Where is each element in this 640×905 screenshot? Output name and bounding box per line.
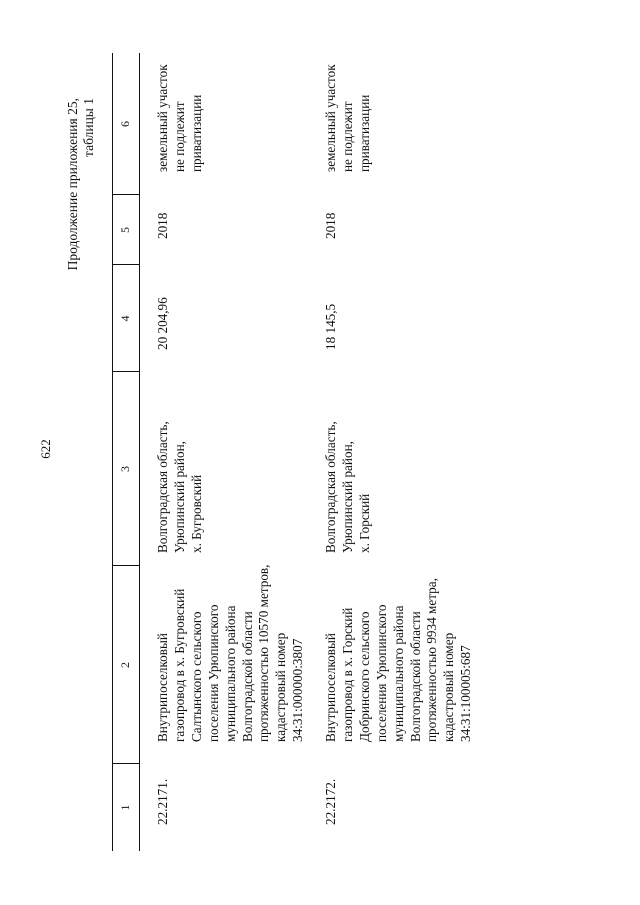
column-number-2: 2 bbox=[118, 662, 132, 668]
table-row-note: земельный участок не подлежит приватизации bbox=[323, 64, 372, 172]
table-row-value: 18 145,5 bbox=[323, 303, 338, 350]
column-number-4: 4 bbox=[118, 315, 132, 322]
table-row-number: 22.2172. bbox=[323, 778, 338, 825]
continuation-line-2: таблицы 1 bbox=[81, 98, 96, 157]
table-row-value: 20 204,96 bbox=[155, 297, 170, 350]
table-header-bottom-border bbox=[139, 53, 140, 851]
table-row-address: Волгоградская область, Урюпинский район, х. Горский bbox=[323, 421, 372, 553]
table-top-border bbox=[112, 53, 113, 851]
continuation-line-1: Продолжение приложения 25, bbox=[65, 98, 80, 271]
table-row-year: 2018 bbox=[323, 212, 338, 239]
column-number-6: 6 bbox=[118, 121, 132, 127]
table-row-number: 22.2171. bbox=[155, 778, 170, 825]
table-row-name: Внутрипоселковый газопровод в х. Горский Добринского сельского поселения Урюпинского муниципального района Волгоградской области протяженностью 9934 метра, кадастровый номер 34:31:100005:687 bbox=[323, 578, 474, 742]
column-number-3: 3 bbox=[118, 466, 132, 472]
continuation-heading bbox=[65, 98, 97, 358]
table-row-name: Внутрипоселковый газопровод в х. Бугровский Салтынского сельского поселения Урюпинского муниципального района Волгоградской области протяженностью 10570 метров, кадастровый номер 34:31:000000:3807 bbox=[155, 564, 306, 742]
table-row-address: Волгоградская область, Урюпинский район, х. Бугровский bbox=[155, 421, 204, 553]
column-number-5: 5 bbox=[118, 227, 132, 233]
table-row-year: 2018 bbox=[155, 212, 170, 239]
column-number-1: 1 bbox=[118, 804, 132, 811]
page-number: 622 bbox=[38, 439, 53, 459]
table-row-note: земельный участок не подлежит приватизации bbox=[155, 64, 204, 172]
